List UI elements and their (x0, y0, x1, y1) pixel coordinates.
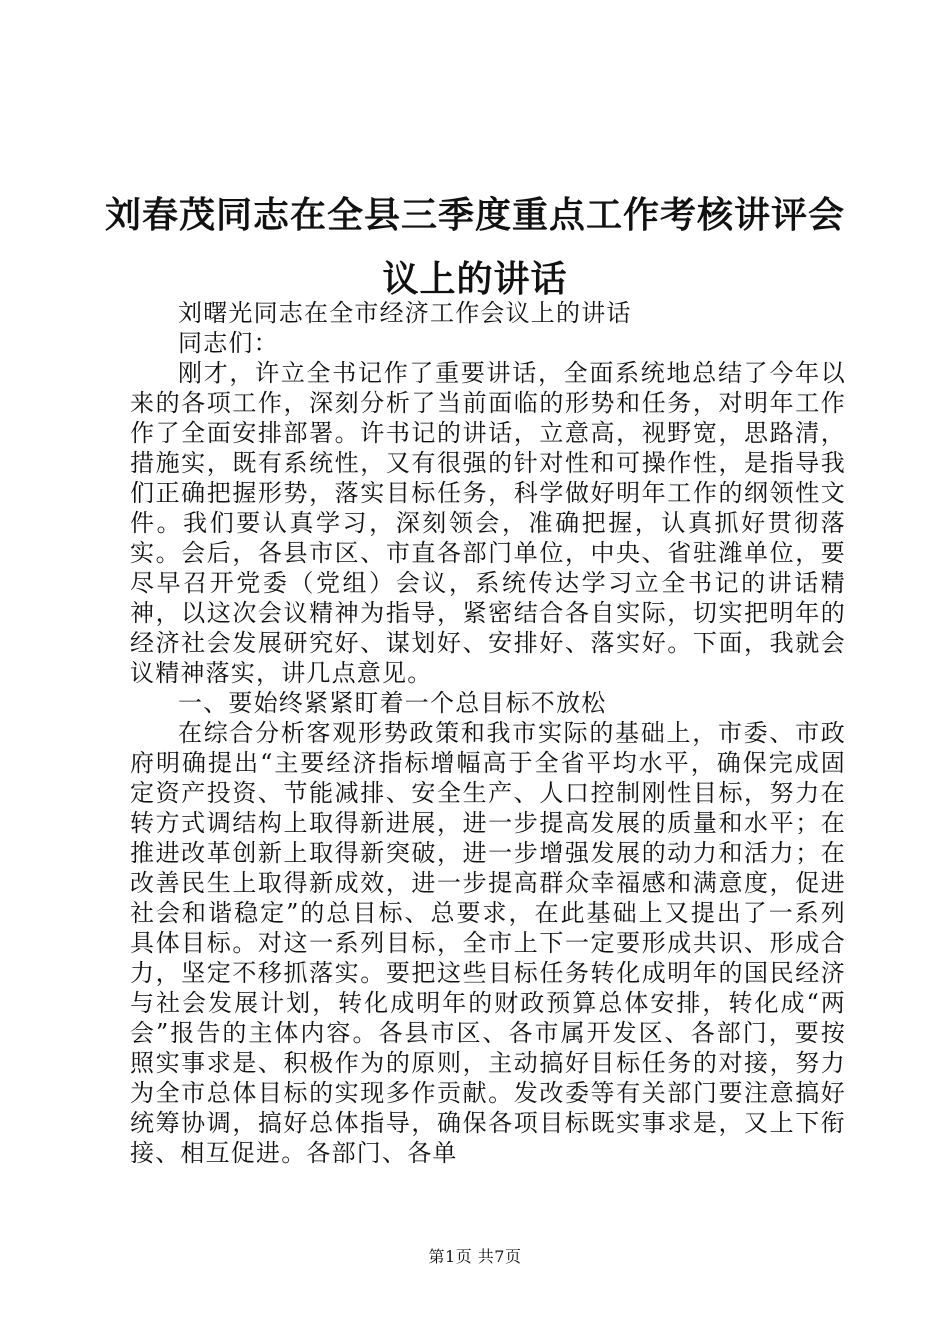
section-heading-1: 一、要始终紧紧盯着一个总目标不放松 (178, 689, 607, 717)
paragraph-section-1: 在综合分析客观形势政策和我市实际的基础上，市委、市政府明确提出“主要经济指标增幅高于全省平均水平，确保完成固定资产投资、节能减排、安全生产、人口控制刚性目标，努力在转方式调结构上取得新进展，进一步提高发展的质量和水平；在推进改革创新上取得新突破，进一步增强发展的动力和活力；在改善民生上取得新成效，进一步提高群众幸福感和满意度，促进社会和谐稳定”的总目标、总要求，在此基础上又提出了一系列具体目标。对这一系列目标，全市上下一定要形成共识、形成合力，坚定不移抓落实。要把这些目标任务转化成明年的国民经济与社会发展计划，转化成明年的财政预算总体安排，转化成“两会”报告的主体内容。各县市区、各市属开发区、各部门，要按照实事求是、积极作为的原则，主动搞好目标任务的对接，努力为全市总体目标的实现多作贡献。发改委等有关部门要注意搞好统筹协调，搞好总体指导，确保各项目标既实事求是，又上下衔接、相互促进。各部门、各单 (130, 719, 846, 1167)
speech-subtitle: 刘曙光同志在全市经济工作会议上的讲话 (178, 299, 632, 327)
title-line-2: 议上的讲话 (382, 258, 568, 300)
title-line-1: 刘春茂同志在全县三季度重点工作考核讲评会 (104, 194, 845, 236)
page-footer: 第1页 共7页 (428, 1247, 522, 1266)
document-body (130, 298, 846, 1168)
paragraph-intro: 刚才，许立全书记作了重要讲话，全面系统地总结了今年以来的各项工作，深刻分析了当前面临的形势和任务，对明年工作作了全面安排部署。许书记的讲话，立意高，视野宽，思路清，措施实，既有系统性，又有很强的针对性和可操作性，是指导我们正确把握形势，落实目标任务，科学做好明年工作的纲领性文件。我们要认真学习，深刻领会，准确把握，认真抓好贯彻落实。会后，各县市区、市直各部门单位，中央、省驻潍单位，要尽早召开党委（党组）会议，系统传达学习立全书记的讲话精神，以这次会议精神为指导，紧密结合各自实际，切实把明年的经济社会发展研究好、谋划好、安排好、落实好。下面，我就会议精神落实，讲几点意见。 (130, 359, 846, 687)
document-title (100, 183, 850, 311)
salutation: 同志们： (178, 329, 279, 357)
